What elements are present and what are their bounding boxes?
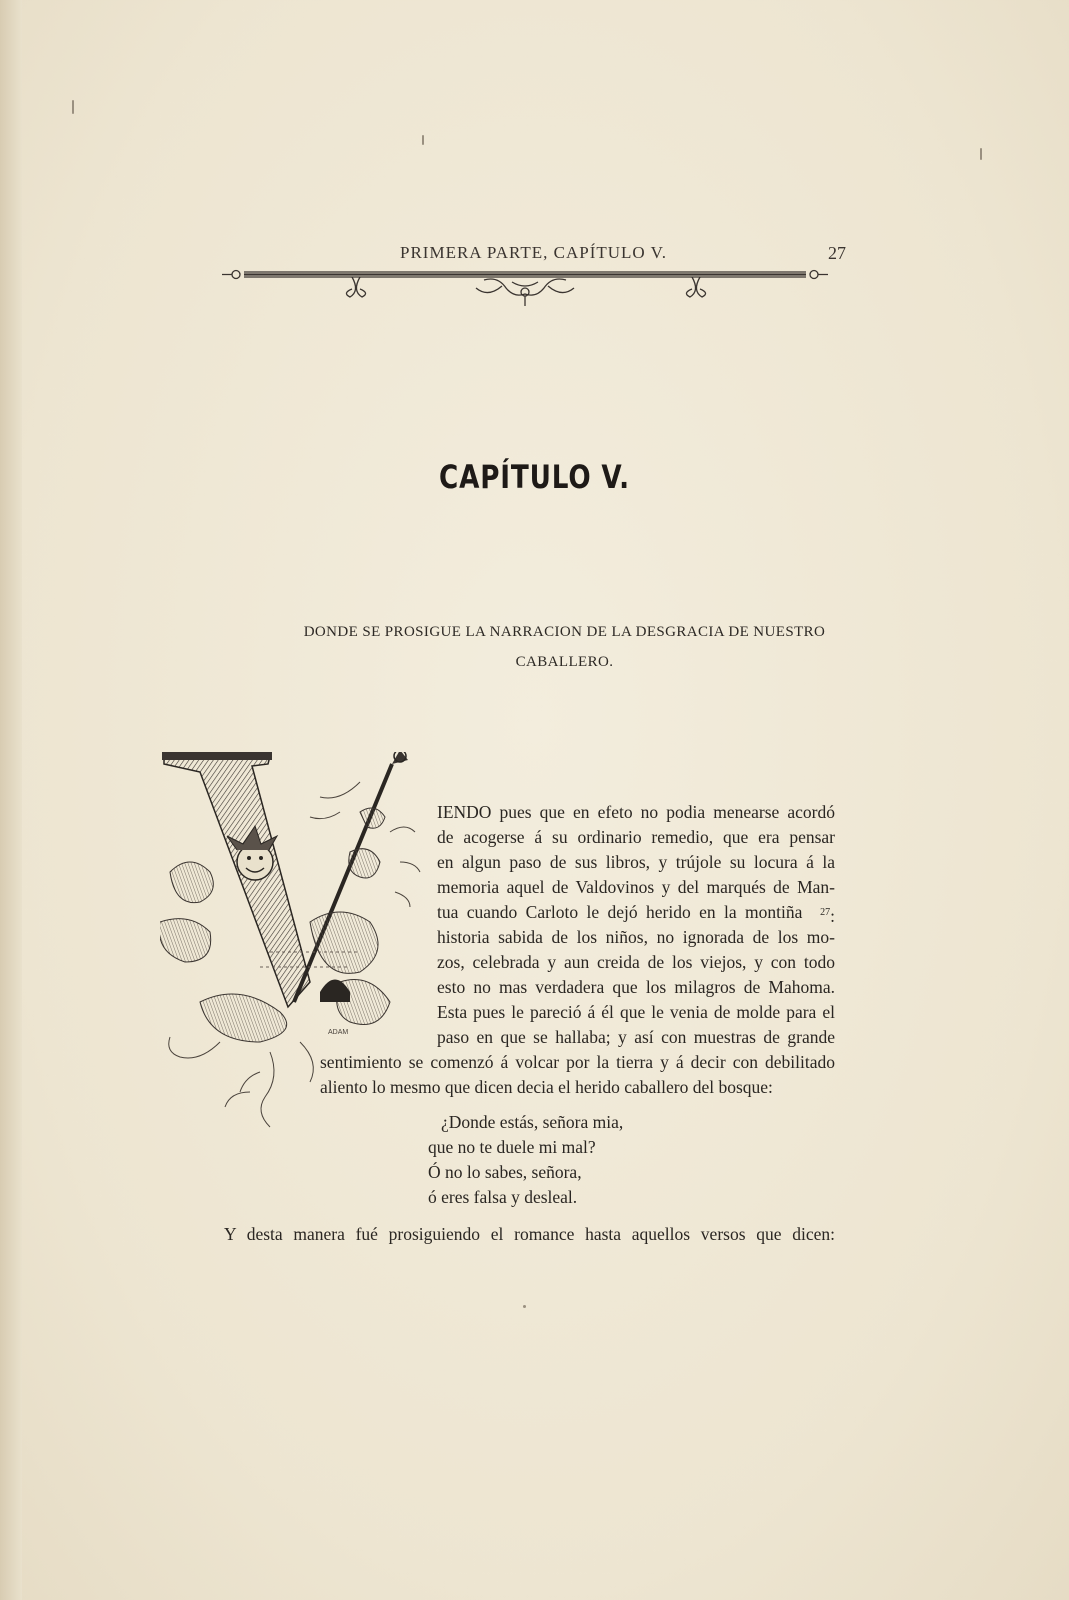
body-text-line: zos, celebrada y aun creida de los viejos, y con todo (437, 952, 835, 972)
body-text-line: memoria aquel de Valdovinos y del marqués de Man- (437, 877, 835, 897)
body-text-line: Esta pues le pareció á él que le venia de molde para el (437, 1002, 835, 1022)
running-head: PRIMERA PARTE, CAPÍTULO V. (400, 243, 667, 262)
body-text-line: tua cuando Carloto le dejó herido en la montiña (437, 902, 803, 922)
paper-speck (422, 135, 424, 145)
paper-speck (980, 148, 982, 160)
engraver-signature: ADAM (328, 1029, 349, 1036)
body-text-line: Y desta manera fué prosiguiendo el romance hasta aquellos versos que dicen: (224, 1224, 835, 1244)
body-text-line: de acogerse á su ordinario remedio, que era pensar (437, 827, 835, 847)
body-text-line: sentimiento se comenzó á volcar por la tierra y á decir con debilitado (320, 1052, 835, 1072)
body-text-line: paso en que se hallaba; y así con muestras de grande (437, 1027, 835, 1047)
chapter-subtitle-continued: CABALLERO. (515, 654, 614, 670)
body-text-line: IENDO pues que en efeto no podia menearse acordó (437, 802, 835, 822)
ornamental-rule (222, 268, 828, 308)
chapter-title: CAPÍTULO V. (439, 458, 630, 496)
verse-line: Ó no lo sabes, señora, (428, 1162, 582, 1182)
verse-line: ó eres falsa y desleal. (428, 1187, 578, 1207)
body-text-line: aliento lo mesmo que dicen decia el herido caballero del bosque: (320, 1077, 773, 1097)
chapter-subtitle: DONDE SE PROSIGUE LA NARRACION DE LA DESGRACIA DE NUESTRO (303, 624, 826, 640)
body-text-line: esto no mas verdadera que los milagros de Mahoma. (437, 977, 835, 997)
footnote-reference: 27 (820, 907, 831, 918)
page-edge (0, 0, 22, 1600)
paper-speck (72, 100, 74, 114)
verse-line: que no te duele mi mal? (428, 1137, 596, 1157)
body-text-line: en algun paso de sus libros, y trújole su locura á la (437, 852, 835, 872)
paper-speck (523, 1305, 526, 1308)
page-number: 27 (828, 243, 846, 263)
verse-line: ¿Donde estás, señora mia, (441, 1112, 624, 1132)
line-tail-punctuation: : (830, 905, 835, 926)
body-text-line: historia sabida de los niños, no ignorada de los mo- (437, 927, 835, 947)
